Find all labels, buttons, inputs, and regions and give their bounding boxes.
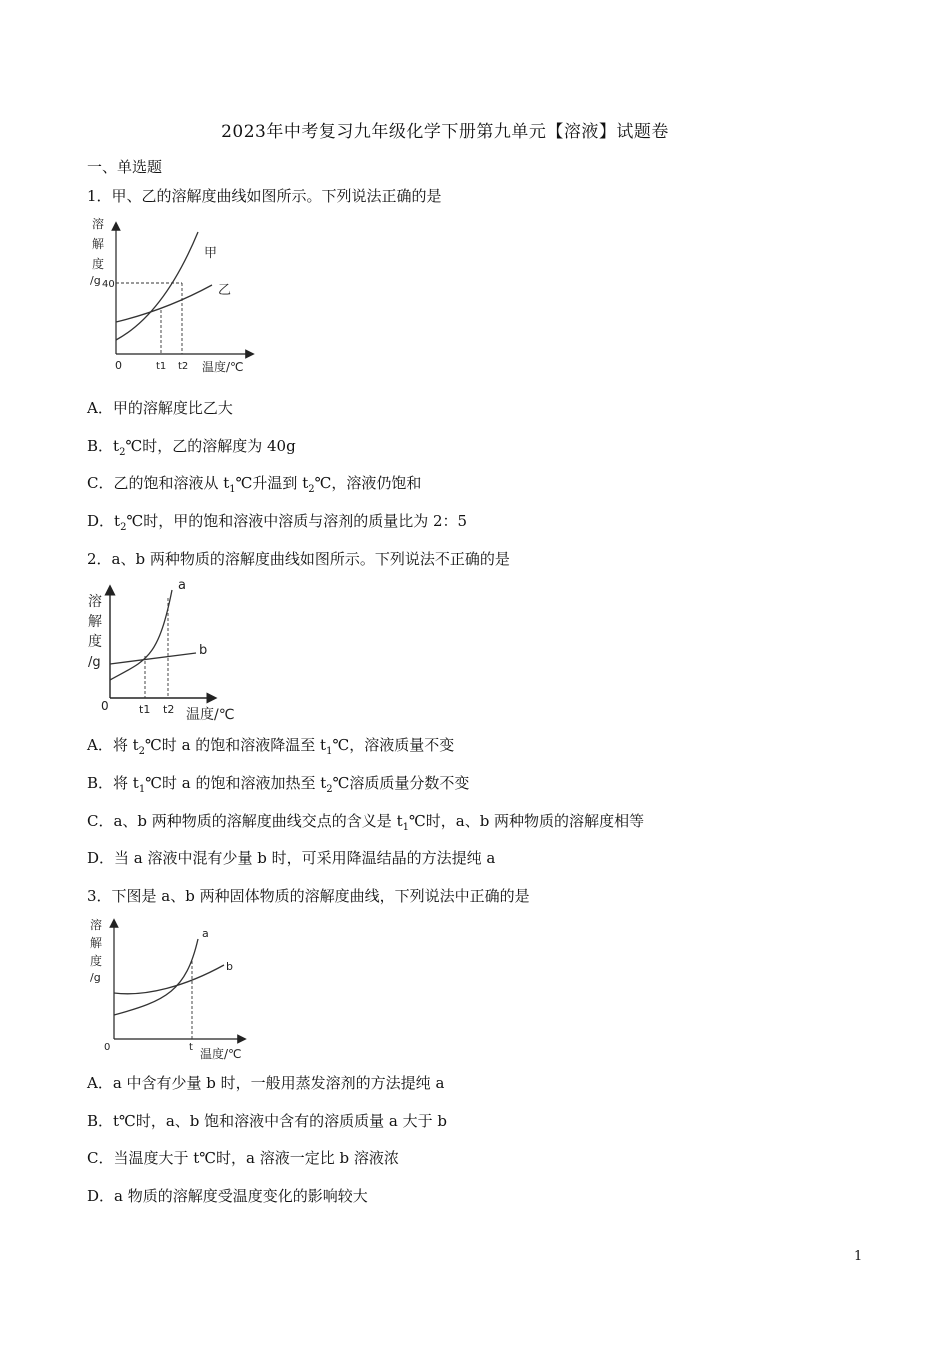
- series-a-label: a: [202, 927, 209, 940]
- question-2-solubility-chart: [86, 574, 246, 724]
- question-2-stem: 2．a、b 两种物质的溶解度曲线如图所示。下列说法不正确的是: [87, 550, 510, 568]
- question-1-stem: 1．甲、乙的溶解度曲线如图所示。下列说法正确的是: [87, 187, 442, 205]
- x-axis-label: 温度/℃: [186, 707, 235, 723]
- x-tick-t: t: [189, 1042, 193, 1053]
- x-tick-t2: t2: [163, 703, 175, 716]
- question-2-option-d: D．当 a 溶液中混有少量 b 时，可采用降温结晶的方法提纯 a: [87, 849, 496, 867]
- y-axis-label-2: 解: [92, 237, 105, 251]
- y-axis-label-2: 解: [90, 936, 103, 950]
- question-2-option-b: B．将 $t_1℃$时 a 的饱和溶液加热至 $t_2℃$溶质质量分数不变: [87, 774, 470, 795]
- question-2-option-c: C．a、b 两种物质的溶解度曲线交点的含义是 $t_1℃$时，a、b 两种物质的溶解度相等: [87, 812, 645, 833]
- x-tick-t1: t1: [139, 703, 151, 716]
- x-axis-label: 温度/℃: [202, 360, 244, 374]
- y-axis-label-3: 度: [92, 257, 105, 271]
- y-axis-label-2: 解: [88, 614, 102, 630]
- origin-label: 0: [115, 359, 122, 372]
- series-jia-curve: [116, 232, 198, 340]
- x-tick-t1: t1: [156, 361, 167, 372]
- series-yi-label: 乙: [218, 283, 232, 298]
- series-a-curve: [110, 590, 172, 680]
- series-yi-curve: [116, 285, 212, 322]
- question-2-option-a: A．将 $t_2℃$时 a 的饱和溶液降温至 $t_1℃$，溶液质量不变: [87, 736, 455, 757]
- question-1-option-a: A．甲的溶解度比乙大: [87, 399, 233, 417]
- question-1-option-d: D．$t_2℃$时，甲的饱和溶液中溶质与溶剂的质量比为 2：5: [87, 512, 468, 533]
- y-axis-label-4: /g: [90, 274, 101, 287]
- y-axis-label-4: /g: [90, 971, 101, 984]
- series-a-label: a: [178, 578, 186, 593]
- series-jia-label: 甲: [204, 246, 218, 261]
- y-tick-label: 40: [102, 279, 115, 290]
- section-heading: 一、单选题: [87, 158, 163, 176]
- series-b-label: b: [199, 643, 208, 658]
- series-b-curve: [114, 965, 224, 994]
- question-3-option-d: D．a 物质的溶解度受温度变化的影响较大: [87, 1187, 368, 1205]
- question-3-solubility-chart: [86, 911, 252, 1064]
- y-axis-label-1: 溶: [88, 594, 102, 610]
- y-axis-label-4: /g: [88, 655, 101, 670]
- y-axis-label-1: 溶: [92, 217, 105, 231]
- question-3-option-b: B．t℃时，a、b 饱和溶液中含有的溶质质量 a 大于 b: [87, 1112, 447, 1130]
- y-axis-label-1: 溶: [90, 918, 103, 932]
- series-b-label: b: [226, 960, 233, 973]
- question-3-option-c: C．当温度大于 t℃时，a 溶液一定比 b 溶液浓: [87, 1149, 399, 1167]
- y-axis-label-3: 度: [88, 634, 102, 650]
- page-title: 2023年中考复习九年级化学下册第九单元【溶液】试题卷: [221, 122, 669, 142]
- x-tick-t2: t2: [178, 361, 189, 372]
- y-axis-label-3: 度: [90, 954, 103, 968]
- question-1-option-b: B．$t_2℃$时，乙的溶解度为 40g: [87, 437, 296, 458]
- question-1-solubility-chart: [86, 214, 256, 378]
- series-a-curve: [114, 939, 198, 1015]
- series-b-curve: [110, 653, 196, 664]
- question-3-stem: 3．下图是 a、b 两种固体物质的溶解度曲线，下列说法中正确的是: [87, 887, 530, 905]
- question-1-option-c: C．乙的饱和溶液从 $t_1℃$升温到 $t_2℃$，溶液仍饱和: [87, 474, 422, 495]
- page-number: 1: [854, 1249, 863, 1264]
- question-3-option-a: A．a 中含有少量 b 时，一般用蒸发溶剂的方法提纯 a: [87, 1074, 445, 1092]
- origin-label: 0: [101, 699, 109, 713]
- x-axis-label: 温度/℃: [200, 1047, 242, 1061]
- origin-label: 0: [104, 1042, 111, 1053]
